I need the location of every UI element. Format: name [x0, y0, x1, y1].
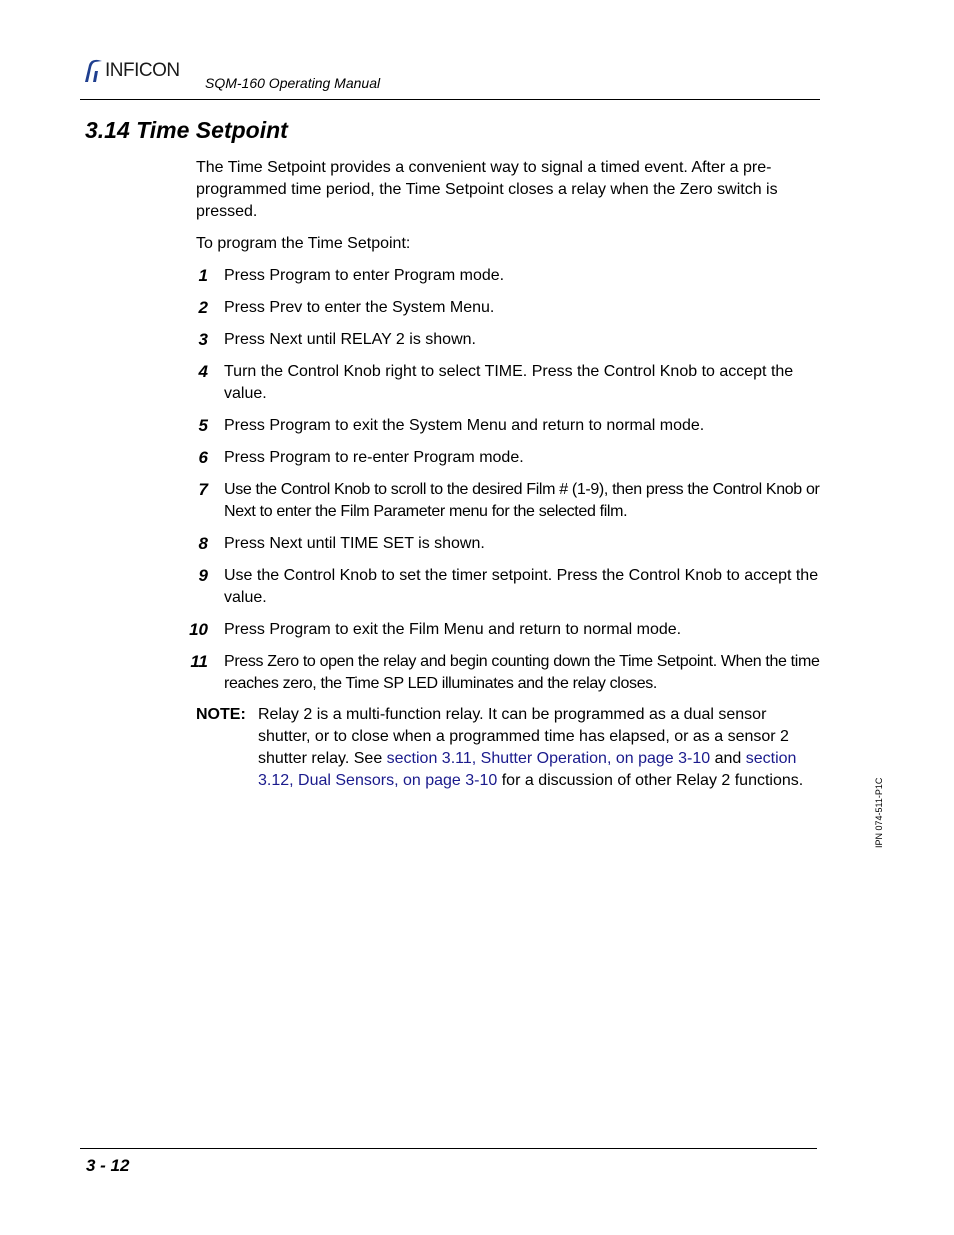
step-number: 3	[198, 330, 208, 349]
step-number: 2	[198, 298, 208, 317]
step-number: 4	[198, 362, 208, 381]
procedure-steps	[180, 265, 820, 705]
inficon-mark-icon	[82, 59, 104, 83]
step-text: Press Zero to open the relay and begin counting down the Time Setpoint. When the time reaches zero, the Time SP LED illuminates and the relay closes.	[224, 653, 820, 692]
note-text: for a discussion of other Relay 2 functions.	[497, 772, 804, 789]
step-11	[180, 651, 820, 695]
step-number: 9	[198, 566, 208, 585]
ipn-code: IPN 074-511-P1C	[874, 777, 884, 848]
footer-rule	[80, 1148, 817, 1149]
step-4	[180, 361, 820, 405]
inficon-logo	[82, 58, 180, 84]
step-8	[180, 533, 820, 555]
shutter-operation-link[interactable]: section 3.11, Shutter Operation, on page 3-10	[386, 750, 711, 767]
page-number: 3 - 12	[86, 1156, 130, 1175]
step-number: 1	[198, 266, 208, 285]
step-3	[180, 329, 820, 351]
step-7	[180, 479, 820, 523]
step-number: 6	[198, 448, 208, 467]
note-body	[258, 704, 816, 792]
note-text: and	[710, 750, 746, 767]
step-text: Use the Control Knob to set the timer setpoint. Press the Control Knob to accept the value.	[224, 567, 819, 606]
step-6	[180, 447, 820, 469]
logo-text: INFICON	[105, 60, 180, 81]
step-2	[180, 297, 820, 319]
header-rule	[80, 99, 820, 100]
step-5	[180, 415, 820, 437]
step-9	[180, 565, 820, 609]
manual-title: SQM-160 Operating Manual	[205, 75, 381, 91]
lead-paragraph: To program the Time Setpoint:	[196, 235, 411, 252]
step-text: Press Prev to enter the System Menu.	[224, 299, 495, 316]
step-text: Press Program to exit the System Menu and return to normal mode.	[224, 417, 705, 434]
step-text: Press Program to re-enter Program mode.	[224, 449, 524, 466]
step-text: Press Next until RELAY 2 is shown.	[224, 331, 476, 348]
section-title: 3.14 Time Setpoint	[85, 117, 288, 143]
step-10	[180, 619, 820, 641]
note-block	[196, 704, 816, 792]
step-text: Use the Control Knob to scroll to the desired Film # (1-9), then press the Control Knob or Next to enter the Film Parameter menu for the selected film.	[224, 481, 820, 520]
note-text: Relay 2 is a multi-function relay. It can be programmed as a dual sensor shutter, or to close when a programmed time has elapsed, or as a sensor 2 shutter relay. See	[258, 706, 789, 767]
step-1	[180, 265, 820, 287]
step-text: Press Program to enter Program mode.	[224, 267, 505, 284]
step-number: 11	[190, 652, 208, 671]
intro-paragraph: The Time Setpoint provides a convenient way to signal a timed event. After a pre-programmed time period, the Time Setpoint closes a relay when the Zero switch is pressed.	[196, 159, 778, 220]
step-text: Press Program to exit the Film Menu and return to normal mode.	[224, 621, 682, 638]
dual-sensors-link[interactable]: section 3.12, Dual Sensors, on page 3-10	[258, 750, 797, 789]
step-number: 10	[189, 620, 208, 639]
step-number: 5	[198, 416, 208, 435]
step-number: 8	[198, 534, 208, 553]
step-text: Turn the Control Knob right to select TIME. Press the Control Knob to accept the value.	[224, 363, 794, 402]
note-label: NOTE:	[196, 706, 246, 723]
step-number: 7	[198, 480, 208, 499]
step-text: Press Next until TIME SET is shown.	[224, 535, 485, 552]
